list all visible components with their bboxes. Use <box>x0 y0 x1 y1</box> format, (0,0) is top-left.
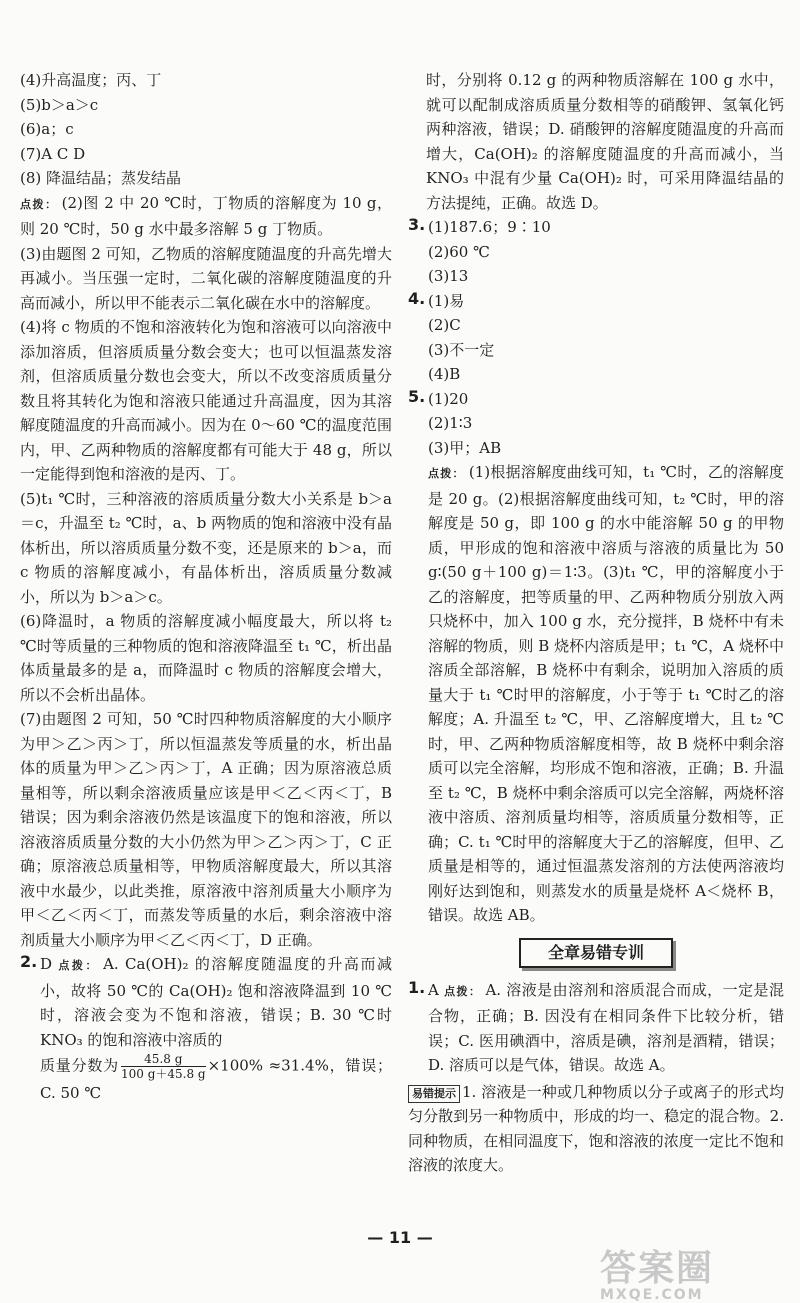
answer-line: (3)不一定 <box>428 340 495 359</box>
hint-label: 点拨： <box>444 984 482 998</box>
fraction-numerator: 45.8 g <box>121 1052 206 1067</box>
answer-line: (2)C <box>428 316 461 334</box>
fraction-denominator: 100 g＋45.8 g <box>120 1067 206 1081</box>
answer-line: (4)B <box>428 365 461 383</box>
hint-paragraph <box>428 460 784 928</box>
explanation-paragraph: (4)将 c 物质的不饱和溶液转化为饱和溶液可以向溶液中添加溶质，但溶质质量分数会变大；也可以恒温蒸发溶剂，但溶质质量分数也会变大，所以不改变溶质质量分数且将其转化为饱和溶液只能通过升高温度，因为其溶解度随温度的升高而减小。因为在 0～60 ℃的温度范围内，甲、乙两种物质的溶解度都有可能大于 48 g，所以一定能得到饱和溶液的是丙、丁。 <box>20 318 392 483</box>
tip-text: 1. 溶液是一种或几种物质以分子或离子的形式均匀分散到另一种物质中，形成的均一、稳定的混合物。2. 同种物质，在相同温度下，饱和溶液的浓度一定比不饱和溶液的浓度大。 <box>408 1082 784 1174</box>
watermark-top-text: 答案圈 <box>600 1248 715 1289</box>
fraction <box>121 1052 206 1081</box>
question-number: 1. <box>408 977 426 997</box>
question-body <box>428 387 784 928</box>
answer-line: (2)1∶3 <box>428 414 473 432</box>
answer-line-6: (6)a；c <box>20 120 74 138</box>
question-number: 3. <box>408 215 426 234</box>
answer: D <box>40 955 53 973</box>
fraction-suffix: ×100% ≈31.4%，错误；C. 50 ℃ <box>40 1056 392 1102</box>
question-body <box>428 289 784 387</box>
explanation-paragraph: (6)降温时，a 物质的溶解度减小幅度最大，所以将 t₂ ℃时等质量的三种物质的饱和溶液降温至 t₁ ℃，析出晶体质量最多的是 a，而降温时 c 物质的溶解度会增大，所以不会析出晶体。 <box>20 612 392 704</box>
watermark-logo <box>600 1240 714 1303</box>
error-question-1 <box>408 978 784 1078</box>
hint-text: A. Ca(OH)₂ 的溶解度随温度的升高而减小，故将 50 ℃的 Ca(OH)₂ 饱和溶液降温到 10 ℃时，溶液会变为不饱和溶液，错误；B. 30 ℃时 KNO₃ 的饱和溶液中溶质的 <box>40 955 393 1049</box>
question-2-continued: 时，分别将 0.12 g 的两种物质溶解在 100 g 水中，就可以配制成溶质质量分数相等的硝酸钾、氢氧化钙两种溶液，错误；D. 硝酸钾的溶解度随温度的升高而增大，Ca(OH)₂ 的溶解度随温度的升高而减小，当 KNO₃ 中混有少量 Ca(OH)₂ 时，可采用降温结晶的方法提纯，正确。故选 D。 <box>426 71 784 212</box>
page-number: — 11 — <box>367 1228 433 1247</box>
answer-line: (3)13 <box>428 267 469 285</box>
question-number: 2. <box>20 952 38 971</box>
question-number: 5. <box>408 386 426 406</box>
question-number: 4. <box>408 288 426 308</box>
fraction-prefix: 质量分数为 <box>40 1056 119 1075</box>
hint-paragraph <box>20 191 392 242</box>
answer-line-8: (8) 降温结晶；蒸发结晶 <box>20 169 182 187</box>
tip-label: 易错提示 <box>408 1085 460 1103</box>
answer-line-4: (4)升高温度；丙、丁 <box>20 71 162 89</box>
hint-paragraph <box>428 978 784 1078</box>
answer-line: (1)20 <box>428 389 469 408</box>
explanation-paragraph: (5)t₁ ℃时，三种溶液的溶质质量分数大小关系是 b＞a＝c，升温至 t₂ ℃时，a、b 两物质的饱和溶液中没有晶体析出，所以溶质质量分数不变，还是原来的 b＞a，而 c 物质的溶解度减小，有晶体析出，溶质质量分数减小，所以为 b＞a＞c。 <box>20 489 392 606</box>
question-body <box>428 215 784 289</box>
hint-label: 点拨： <box>58 959 100 972</box>
error-tip <box>408 1080 784 1178</box>
answer-line-5: (5)b＞a＞c <box>20 95 99 114</box>
explanation-paragraph: (7)由题图 2 可知，50 ℃时四种物质溶解度的大小顺序为甲＞乙＞丙＞丁，所以恒温蒸发等质量的水，析出晶体的质量为甲＞乙＞丙＞丁，A 正确；因为原溶液总质量相等，所以剩余溶液质量应该是甲＜乙＜丙＜丁，B 错误；因为剩余溶液仍然是该温度下的饱和溶液，所以溶液溶质质量分数的大小仍然为甲＞乙＞丙＞丁，C 正确；原溶液总质量相等，甲物质溶解度最大，所以其溶液中水最少，以此类推，原溶液中溶剂质量大小顺序为甲＜乙＜丙＜丁，而蒸发等质量的水后，剩余溶液中溶剂质量大小顺序为甲＜乙＜丙＜丁，D 正确。 <box>20 710 392 949</box>
question-3 <box>408 215 784 289</box>
section-title: 全章易错专训 <box>519 938 673 968</box>
hint-label: 点拨： <box>428 467 465 480</box>
explanation-paragraph: (3)由题图 2 可知，乙物质的溶解度随温度的升高先增大再减小。当压强一定时，二氧化碳的溶解度随温度的升高而减小，所以甲不能表示二氧化碳在水中的溶解度。 <box>20 244 392 312</box>
question-4 <box>408 289 784 387</box>
hint-text: (2)图 2 中 20 ℃时，丁物质的溶解度为 10 g，则 20 ℃时，50 g 水中最多溶解 5 g 丁物质。 <box>20 193 392 238</box>
right-column <box>408 68 784 1178</box>
question-body <box>428 978 784 1078</box>
answer-line: (1)187.6；9∶10 <box>428 218 551 236</box>
left-column <box>20 68 392 1106</box>
answer-line-7: (7)A C D <box>20 144 86 163</box>
hint-text: (1)根据溶解度曲线可知，t₁ ℃时，乙的溶解度是 20 g。(2)根据溶解度曲线可知，t₂ ℃时，甲的溶解度是 50 g，即 100 g 的水中能溶解 50 g 的甲物质，甲形成的饱和溶液中溶质与溶液的质量比为 50 g∶(50 g＋100 g)＝1∶3。(3)t₁ ℃，甲的溶解度小于乙的溶解度，把等质量的甲、乙两种物质分别放入两只烧杯中，加入 100 g 水，充分搅拌，B 烧杯中有未溶解的物质，则 B 烧杯内溶质是甲；t₁ ℃，A 烧杯中溶质全部溶解，B 烧杯中有剩余，说明加入溶质的质量大于 t₁ ℃时甲的溶解度，小于等于 t₁ ℃时乙的溶解度；A. 升温至 t₂ ℃，甲、乙溶解度增大，且 t₂ ℃时，甲、乙两种物质溶解度相等，故 B 烧杯中剩余溶质可以完全溶解，均形成不饱和溶液，正确；B. 升温至 t₂ ℃，B 烧杯中剩余溶质可以完全溶解，两烧杯溶液中溶质、溶剂质量均相等，溶质质量分数相等，正确；C. t₁ ℃时甲的溶解度大于乙的溶解度，但甲、乙质量是相等的，通过恒温蒸发溶剂的方法使两溶液均刚好达到饱和，则蒸发水的质量是烧杯 A＜烧杯 B，错误。故选 AB。 <box>428 463 784 924</box>
answer-line: (1)易 <box>428 291 465 310</box>
question-2 <box>20 952 392 1106</box>
watermark-bottom-text: MXQE.COM <box>600 1287 704 1303</box>
answer-line: (3)甲；AB <box>428 438 502 457</box>
answer-line: (2)60 ℃ <box>428 242 490 261</box>
question-body <box>40 952 392 1106</box>
hint-text: A. 溶液是由溶剂和溶质混合而成，一定是混合物，正确；B. 因没有在相同条件下比较分析，错误；C. 医用碘酒中，溶质是碘，溶剂是酒精，错误；D. 溶质可以是气体，错误。故选 A。 <box>428 980 785 1074</box>
answer: A <box>428 980 439 999</box>
question-5 <box>408 387 784 928</box>
hint-label: 点拨： <box>20 197 58 211</box>
